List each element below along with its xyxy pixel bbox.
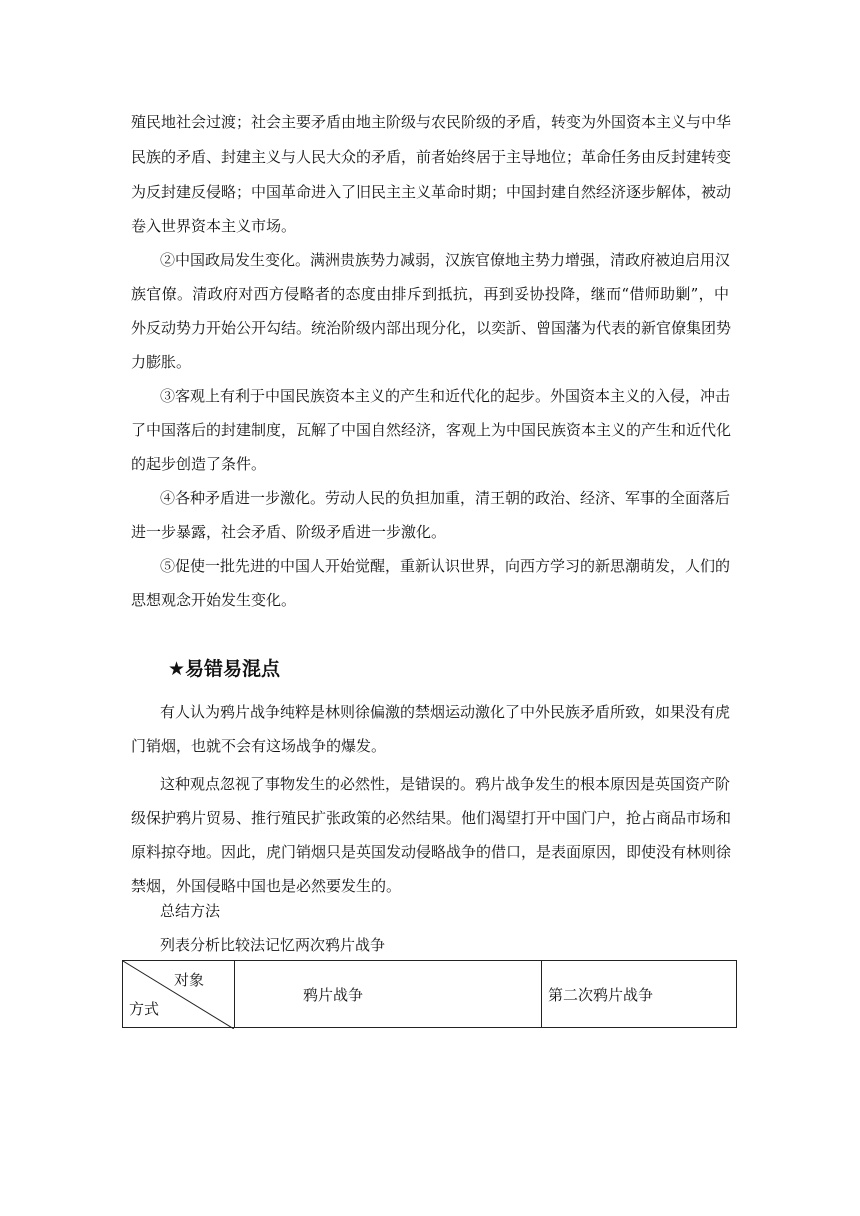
table-header-row <box>123 961 737 1028</box>
text-line: 外反动势力开始公开勾结。统治阶级内部出现分化，以奕訢、曾国藩为代表的新官僚集团势 <box>131 319 732 337</box>
text-line: 禁烟，外国侵略中国也是必然要发生的。 <box>131 877 402 895</box>
text-line: 为反封建反侵略；中国革命进入了旧民主主义革命时期；中国封建自然经济逐步解体，被动 <box>131 183 732 201</box>
diagonal-header-cell <box>123 961 235 1028</box>
column-header-second-war: 第二次鸦片战争 <box>542 961 737 1028</box>
text-line: 有人认为鸦片战争纯粹是林则徐偏激的禁烟运动激化了中外民族矛盾所致，如果没有虎 <box>160 703 731 721</box>
text-line: 这种观点忽视了事物发生的必然性，是错误的。鸦片战争发生的根本原因是英国资产阶 <box>160 775 731 793</box>
text-line: 级保护鸦片贸易、推行殖民扩张政策的必然结果。他们渴望打开中国门户，抢占商品市场和 <box>131 809 732 827</box>
text-line: 卷入世界资本主义市场。 <box>131 217 297 235</box>
text-line: ④各种矛盾进一步激化。劳动人民的负担加重，清王朝的政治、经济、军事的全面落后 <box>160 489 731 507</box>
comparison-table <box>122 960 737 1028</box>
text-line: 思想观念开始发生变化。 <box>131 591 297 609</box>
text-line: 进一步暴露，社会矛盾、阶级矛盾进一步激化。 <box>131 523 447 541</box>
text-line: 了中国落后的封建制度，瓦解了中国自然经济，客观上为中国民族资本主义的产生和近代化 <box>131 421 732 439</box>
text-line: ⑤促使一批先进的中国人开始觉醒，重新认识世界，向西方学习的新思潮萌发，人们的 <box>160 557 731 575</box>
corner-label-bottom: 方式 <box>129 1000 160 1018</box>
text-line: 的起步创造了条件。 <box>131 455 267 473</box>
text-line: 力膨胀。 <box>131 353 192 371</box>
text-line: 族官僚。清政府对西方侵略者的态度由排斥到抵抗，再到妥协投降，继而“借师助剿”，中 <box>131 285 729 303</box>
corner-label-top: 对象 <box>173 971 204 989</box>
text-line: 原料掠夺地。因此，虎门销烟只是英国发动侵略战争的借口，是表面原因，即使没有林则徐 <box>131 843 732 861</box>
column-header-first-war: 鸦片战争 <box>235 961 542 1028</box>
text-line: ③客观上有利于中国民族资本主义的产生和近代化的起步。外国资本主义的入侵，冲击 <box>160 387 731 405</box>
summary-label: 总结方法 <box>160 902 221 920</box>
text-line: ②中国政局发生变化。满洲贵族势力减弱，汉族官僚地主势力增强，清政府被迫启用汉 <box>160 251 731 269</box>
text-line: 民族的矛盾、封建主义与人民大众的矛盾，前者始终居于主导地位；革命任务由反封建转变 <box>131 148 732 166</box>
text-line: 殖民地社会过渡；社会主要矛盾由地主阶级与农民阶级的矛盾，转变为外国资本主义与中华 <box>131 113 732 131</box>
section-heading: ★易错易混点 <box>168 658 281 680</box>
text-line: 门销烟，也就不会有这场战争的爆发。 <box>131 737 387 755</box>
table-caption: 列表分析比较法记忆两次鸦片战争 <box>160 936 386 954</box>
